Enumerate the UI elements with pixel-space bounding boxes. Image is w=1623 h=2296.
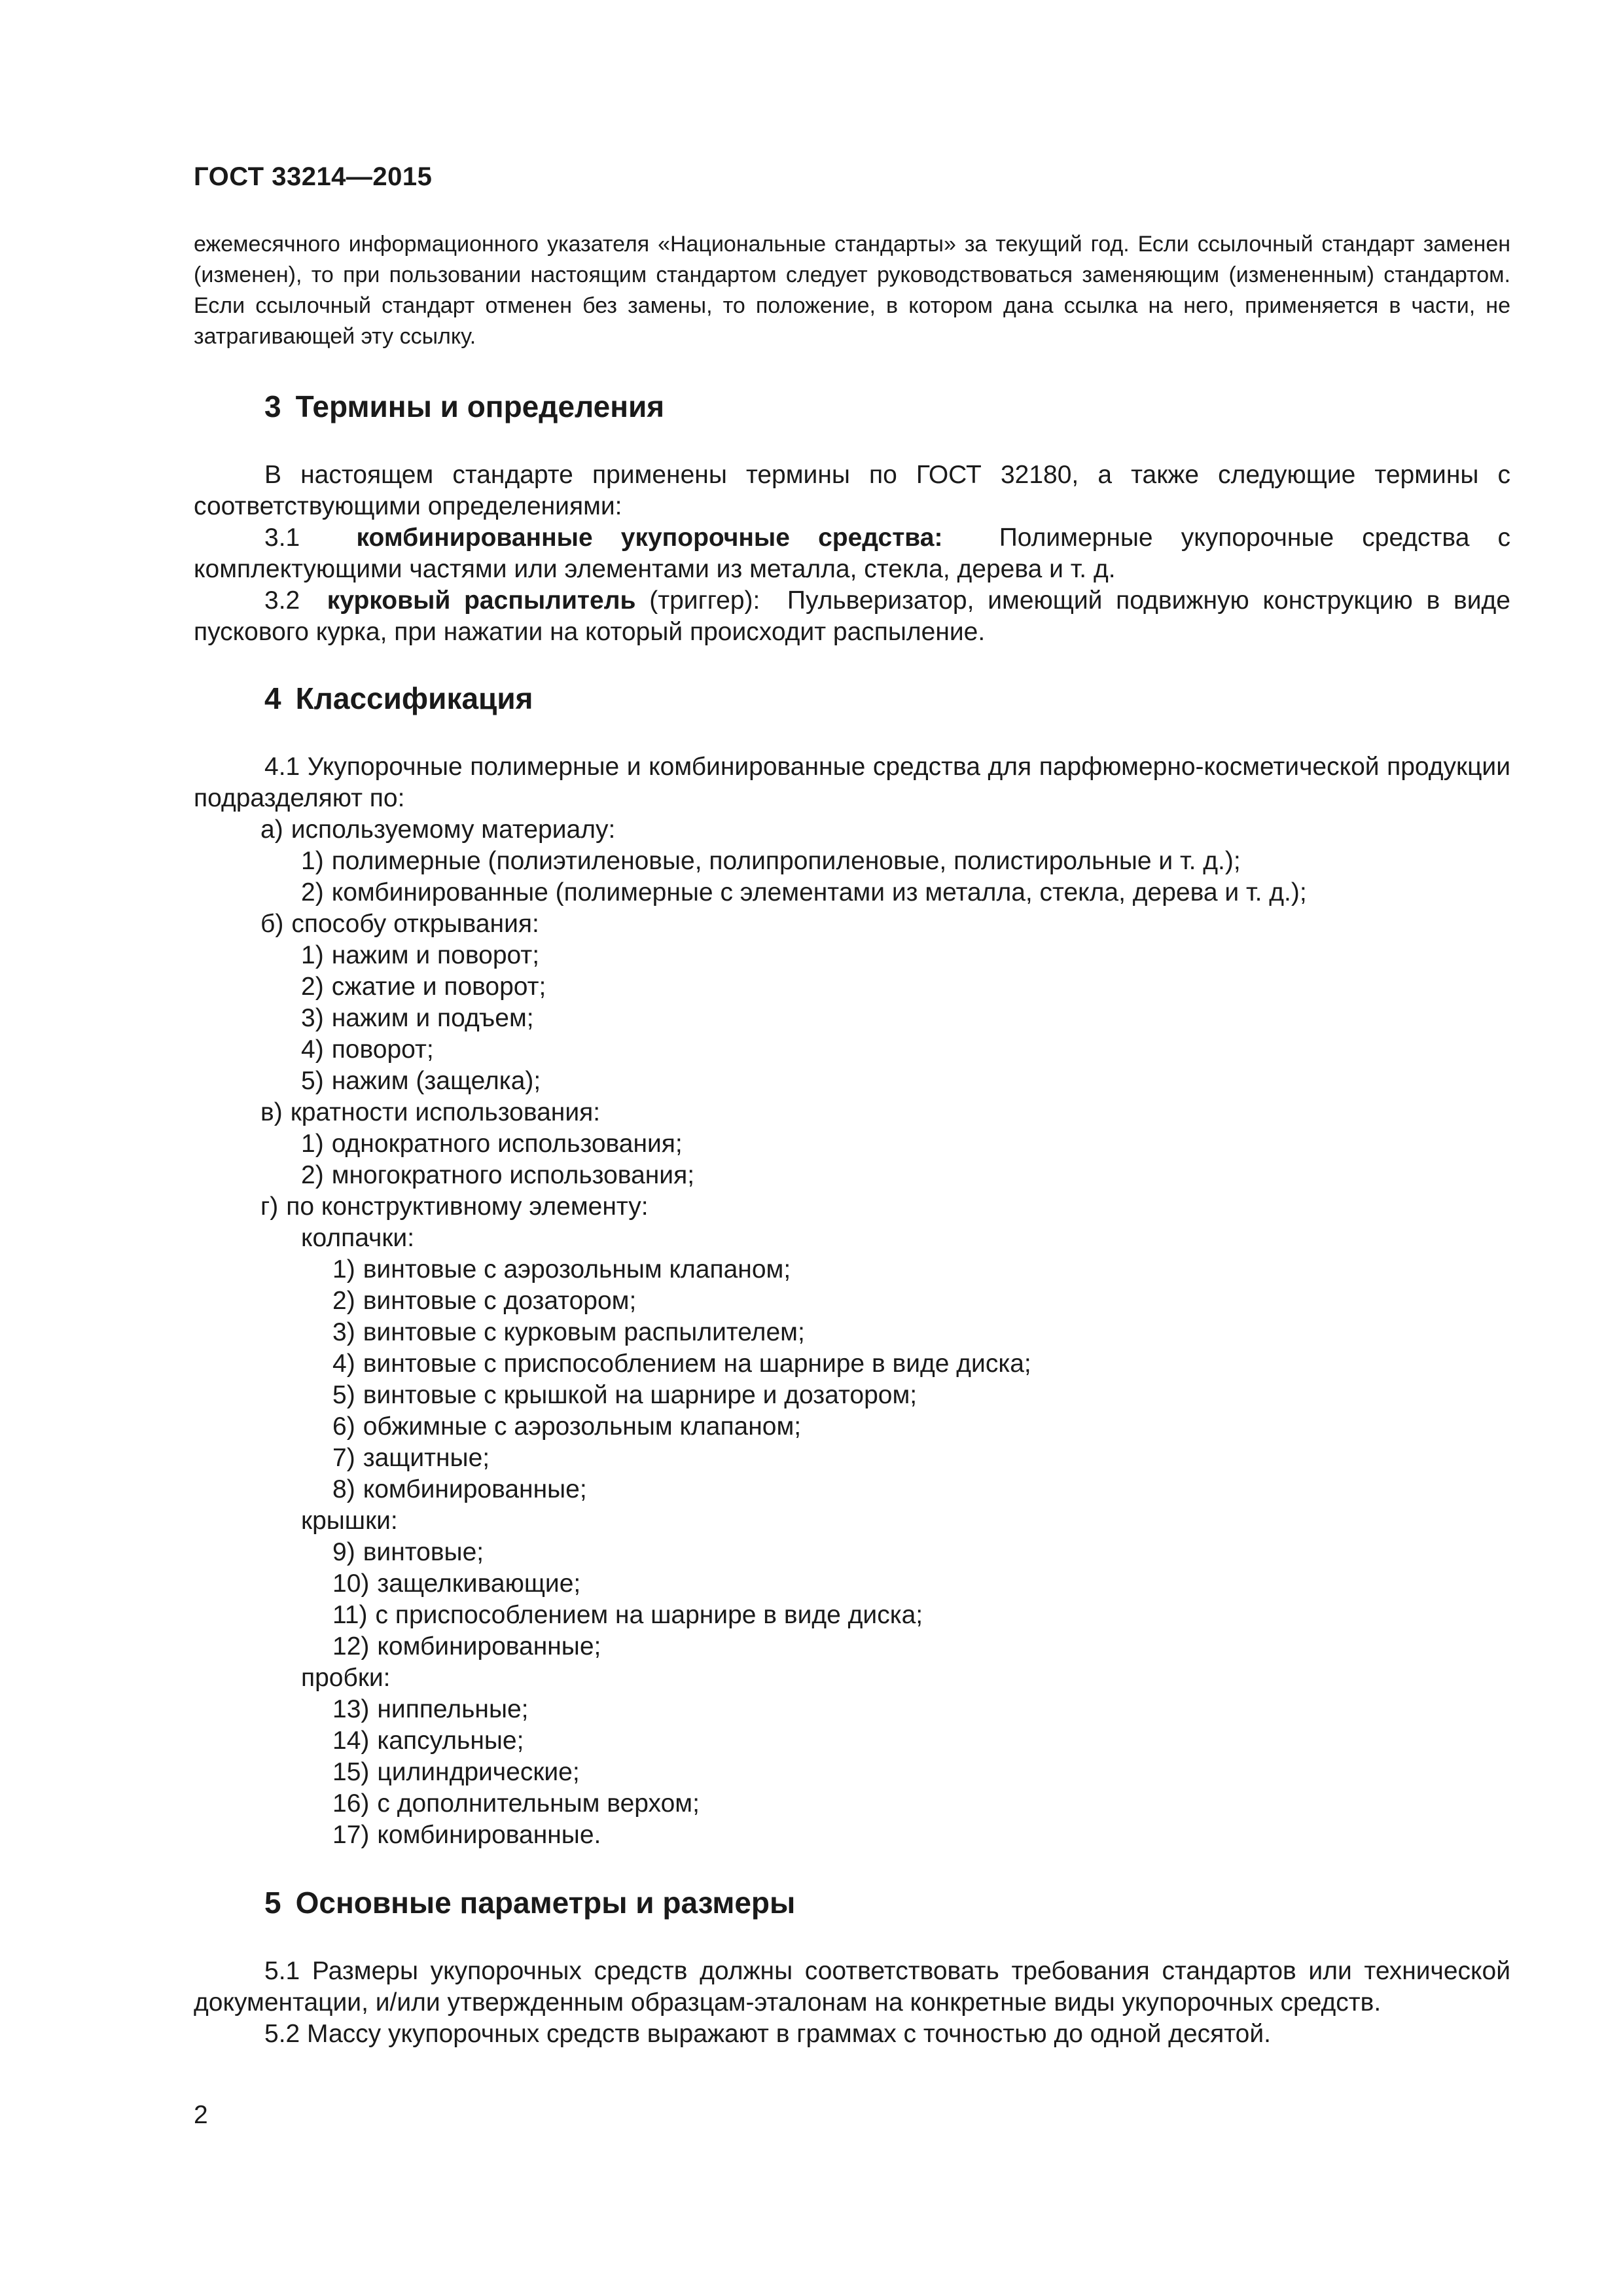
section-4-heading: Классификация — [295, 681, 533, 715]
term-3-1-term: комбинированные укупорочные средства: — [356, 524, 943, 552]
term-3-2 — [194, 585, 1510, 648]
list-item-b: б) способу открывания: — [260, 910, 539, 938]
list-item-c-1: 1) однократного использования; — [301, 1130, 683, 1158]
caps-item-2: 2) винтовые с дозатором; — [332, 1287, 637, 1315]
plugs-label: пробки: — [301, 1664, 391, 1692]
standard-header: ГОСТ 33214—2015 — [194, 162, 433, 191]
caps-item-7: 7) защитные; — [332, 1444, 490, 1472]
section-3-number: 3 — [264, 389, 281, 423]
list-item-b-4: 4) поворот; — [301, 1035, 434, 1064]
list-item-a: а) используемому материалу: — [260, 816, 616, 844]
clause-5-1: 5.1 Размеры укупорочных средств должны соответствовать требования стандартов или технической документации, и/или утвержденным образцам-эталонам на конкретные виды укупорочных средств. — [194, 1957, 1510, 2017]
caps-item-5: 5) винтовые с крышкой на шарнире и дозатором; — [332, 1381, 918, 1409]
section-5-title — [264, 1885, 795, 1920]
list-item-c-2: 2) многократного использования; — [301, 1161, 695, 1189]
list-item-b-1: 1) нажим и поворот; — [301, 941, 540, 969]
plugs-item-17: 17) комбинированные. — [332, 1821, 601, 1849]
list-item-b-5: 5) нажим (защелка); — [301, 1067, 541, 1095]
caps-item-3: 3) винтовые с курковым распылителем; — [332, 1318, 805, 1346]
section-3-intro: В настоящем стандарте применены термины по ГОСТ 32180, а также следующие термины с соответствующими определениями: — [194, 461, 1510, 520]
term-3-1 — [194, 522, 1510, 585]
caps-item-6: 6) обжимные с аэрозольным клапаном; — [332, 1412, 802, 1441]
list-item-a-1: 1) полимерные (полиэтиленовые, полипропиленовые, полистирольные и т. д.); — [301, 847, 1241, 875]
plugs-item-13: 13) ниппельные; — [332, 1695, 529, 1723]
lids-item-9: 9) винтовые; — [332, 1538, 484, 1566]
term-3-2-definition: Пульверизатор, имеющий подвижную конструкцию в виде пускового курка, при нажатии на который происходит распыление. — [194, 586, 1511, 646]
list-item-d: г) по конструктивному элементу: — [260, 1193, 649, 1221]
term-3-2-note: (триггер): — [649, 586, 760, 615]
section-3-title — [264, 389, 664, 424]
list-item-b-2: 2) сжатие и поворот; — [301, 973, 546, 1001]
plugs-item-14: 14) капсульные; — [332, 1727, 524, 1755]
section-3-heading: Термины и определения — [295, 389, 665, 423]
lids-label: крышки: — [301, 1507, 398, 1535]
intro-paragraph — [194, 229, 1510, 352]
clause-5-2: 5.2 Массу укупорочных средств выражают в граммах с точностью до одной десятой. — [264, 2020, 1271, 2048]
caps-item-4: 4) винтовые с приспособлением на шарнире в виде диска; — [332, 1350, 1031, 1378]
list-item-b-3: 3) нажим и подъем; — [301, 1004, 534, 1032]
list-item-c: в) кратности использования: — [260, 1098, 601, 1126]
clause-4-1: 4.1 Укупорочные полимерные и комбинированные средства для парфюмерно-косметической продукции подразделяют по: — [194, 753, 1510, 812]
term-3-2-term: курковый распылитель — [327, 586, 636, 615]
caps-item-1: 1) винтовые с аэрозольным клапаном; — [332, 1255, 791, 1283]
plugs-item-15: 15) цилиндрические; — [332, 1758, 580, 1786]
lids-item-11: 11) с приспособлением на шарнире в виде диска; — [332, 1601, 923, 1629]
lids-item-12: 12) комбинированные; — [332, 1632, 601, 1660]
section-4-title — [264, 681, 533, 716]
intro-text: ежемесячного информационного указателя «Национальные стандарты» за текущий год. Если ссылочный стандарт заменен (изменен), то при пользовании настоящим стандартом следует руководствоваться заменяющим (измененным) стандартом. Если ссылочный стандарт отменен без замены, то положение, в котором дана ссылка на него, применяется в части, не затрагивающей эту ссылку. — [194, 232, 1510, 349]
plugs-item-16: 16) с дополнительным верхом; — [332, 1789, 700, 1818]
list-item-a-2: 2) комбинированные (полимерные с элементами из металла, стекла, дерева и т. д.); — [301, 878, 1307, 906]
page-number: 2 — [194, 2101, 208, 2129]
term-3-1-definition: Полимерные укупорочные средства с комплектующими частями или элементами из металла, стекла, дерева и т. д. — [194, 524, 1511, 583]
lids-item-10: 10) защелкивающие; — [332, 1570, 581, 1598]
section-4-number: 4 — [264, 681, 281, 715]
section-5-heading: Основные параметры и размеры — [295, 1886, 796, 1920]
section-5-number: 5 — [264, 1886, 281, 1920]
caps-label: колпачки: — [301, 1224, 415, 1252]
term-3-2-number: 3.2 — [264, 586, 300, 615]
caps-item-8: 8) комбинированные; — [332, 1475, 587, 1503]
term-3-1-number: 3.1 — [264, 524, 300, 552]
